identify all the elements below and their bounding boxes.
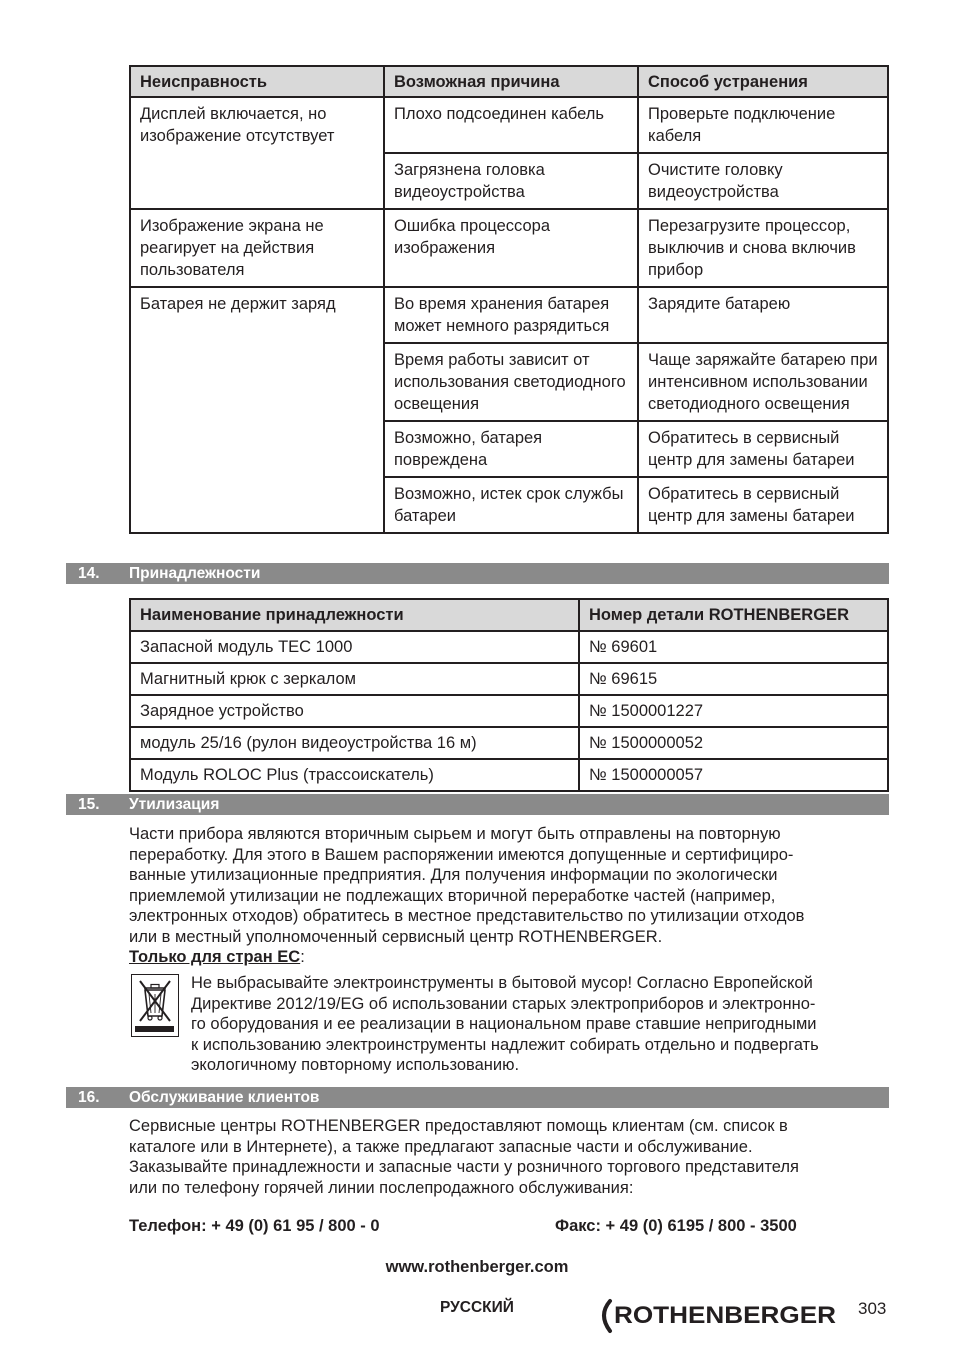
section-number: 15. [78,796,100,813]
text-line: Не выбрасывайте электроинструменты в бытовой мусор! Согласно Европейской [191,974,813,992]
section-number: 14. [78,565,100,582]
text-line: приемлемой утилизации не подлежащих вторичной переработке частей (например, [129,886,776,905]
accessory-name-cell: Магнитный крюк с зеркалом [130,663,579,695]
section-title: Утилизация [129,796,220,813]
accessory-name-cell: Модуль ROLOC Plus (трассоискатель) [130,759,579,791]
svg-text:ROTHENBERGER: ROTHENBERGER [614,1302,836,1329]
text-line: экологичному повторному использованию. [191,1056,520,1074]
remedy-cell: Зарядите батарею [638,287,888,343]
language-label: РУССКИЙ [440,1299,514,1316]
accessory-name-cell: модуль 25/16 (рулон видеоустройства 16 м) [130,727,579,759]
text-line: к использованию электроинструменты надлежит собирать отдельно и подвергать [191,1035,819,1054]
remedy-cell: Обратитесь в сервисный центр для замены батареи [638,477,888,533]
weee-crossed-bin-icon [131,974,179,1037]
column-header-remedy: Способ устранения [638,66,888,97]
text-line: переработку. Для этого в Вашем распоряжении имеются допущенные и сертифициро- [129,845,794,864]
accessories-table [129,598,889,792]
fax-number: Факс: + 49 (0) 6195 / 800 - 3500 [555,1217,797,1235]
text-line: Заказывайте принадлежности и запасные части у розничного торгового представителя [129,1158,799,1176]
eu-only-label: Только для стран ЕС: [129,948,305,966]
remedy-cell: Очистите головку видеоустройства [638,153,888,209]
website-link[interactable]: www.rothenberger.com [385,1258,569,1276]
column-header-fault: Неисправность [130,66,384,97]
accessory-name-cell: Запасной модуль TEC 1000 [130,631,579,663]
remedy-cell: Перезагрузите процессор, выключив и снова включив прибор [638,209,888,287]
table-row [130,695,888,727]
text-line: электронных отходов) обратитесь в местное представительство по утилизации отходов [129,907,805,925]
text-line: Директиве 2012/19/EG об использовании старых электроприборов и электронно- [191,994,816,1013]
disposal-paragraph [129,824,889,968]
section-14-heading [66,563,889,584]
cause-cell: Ошибка процессора изображения [384,209,638,287]
section-16-heading [66,1087,889,1108]
table-row [130,631,888,663]
remedy-cell: Обратитесь в сервисный центр для замены батареи [638,421,888,477]
section-title: Обслуживание клиентов [129,1089,320,1106]
table-header-row [130,599,888,631]
cause-cell: Время работы зависит от использования светодиодного освещения [384,343,638,421]
remedy-cell: Проверьте подключение кабеля [638,97,888,153]
part-number-cell: № 1500001227 [579,695,888,727]
text-line: ванные утилизационные предприятия. Для получения информации по экологически [129,866,778,884]
fault-cell: Батарея не держит заряд [130,287,384,533]
section-number: 16. [78,1089,100,1106]
section-title: Принадлежности [129,565,261,582]
rothenberger-logo [594,1295,839,1335]
fault-cell: Дисплей включается, но изображение отсутствует [130,97,384,209]
part-number-cell: № 1500000057 [579,759,888,791]
phone-number: Телефон: + 49 (0) 61 95 / 800 - 0 [129,1217,380,1235]
column-header-part-number: Номер детали ROTHENBERGER [579,599,888,631]
cause-cell: Возможно, батарея повреждена [384,421,638,477]
section-15-heading [66,794,889,815]
column-header-cause: Возможная причина [384,66,638,97]
text-line: или в местный уполномоченный сервисный центр ROTHENBERGER. [129,927,663,946]
table-row [130,287,888,343]
page-number: 303 [858,1299,887,1318]
cause-cell: Во время хранения батарея может немного разрядиться [384,287,638,343]
text-line: Части прибора являются вторичным сырьем и могут быть отправлены на повторную [129,825,781,843]
table-row [130,663,888,695]
part-number-cell: № 1500000052 [579,727,888,759]
accessory-name-cell: Зарядное устройство [130,695,579,727]
fault-cell: Изображение экрана не реагирует на действия пользователя [130,209,384,287]
cause-cell: Возможно, истек срок службы батареи [384,477,638,533]
customer-service-paragraph [129,1116,889,1198]
table-row [130,759,888,791]
remedy-cell: Чаще заряжайте батарею при интенсивном использовании светодиодного освещения [638,343,888,421]
table-row [130,209,888,287]
cause-cell: Загрязнена головка видеоустройства [384,153,638,209]
cause-cell: Плохо подсоединен кабель [384,97,638,153]
column-header-accessory: Наименование принадлежности [130,599,579,631]
part-number-cell: № 69601 [579,631,888,663]
text-line: каталоге или в Интернете), а также предлагают запасные части и обслуживание. [129,1137,753,1156]
troubleshooting-table [129,65,889,534]
table-row [130,727,888,759]
weee-notice [191,973,891,1076]
text-line: Сервисные центры ROTHENBERGER предоставляют помощь клиентам (см. список в [129,1117,788,1135]
text-line: или по телефону горячей линии послепродажного обслуживания: [129,1178,634,1197]
table-row [130,97,888,153]
part-number-cell: № 69615 [579,663,888,695]
text-line: го оборудования и ее реализации в национальном праве ставшие непригодными [191,1015,817,1033]
table-header-row [130,66,888,97]
